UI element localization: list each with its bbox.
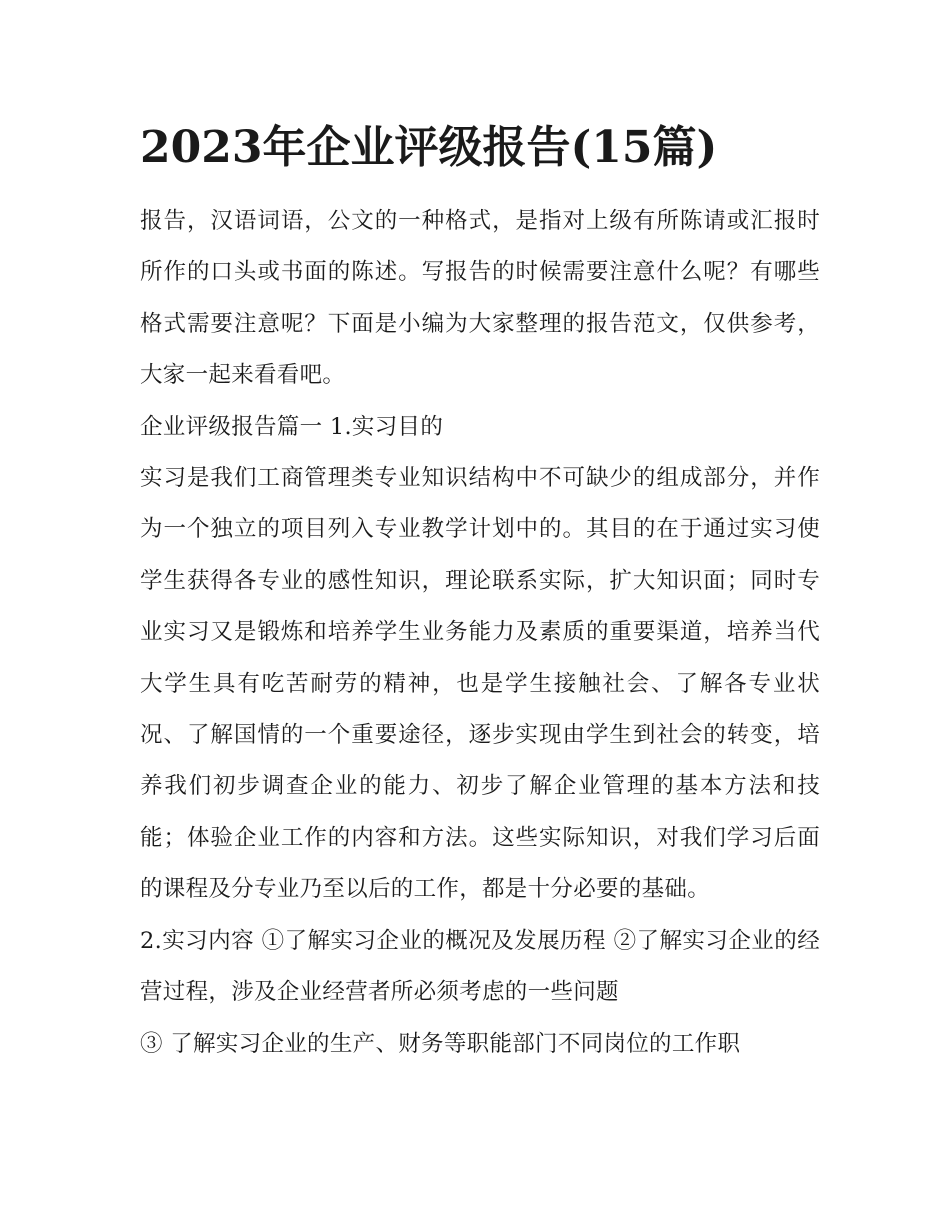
content-paragraph: 2.实习内容 ①了解实习企业的概况及发展历程 ②了解实习企业的经营过程，涉及企业经营者所必须考虑的一些问题 bbox=[140, 927, 820, 1006]
content-item-paragraph: ③ 了解实习企业的生产、财务等职能部门不同岗位的工作职 bbox=[140, 1030, 741, 1057]
page-title: 2023年企业评级报告(15篇) bbox=[140, 122, 718, 173]
intro-paragraph: 报告，汉语词语，公文的一种格式，是指对上级有所陈请或汇报时所作的口头或书面的陈述。写报告的时候需要注意什么呢？有哪些格式需要注意呢？下面是小编为大家整理的报告范文，仅供参考，大家一起来看看吧。 bbox=[140, 208, 820, 389]
purpose-paragraph: 实习是我们工商管理类专业知识结构中不可缺少的组成部分，并作为一个独立的项目列入专业教学计划中的。其目的在于通过实习使学生获得各专业的感性知识，理论联系实际，扩大知识面；同时专业实习又是锻炼和培养学生业务能力及素质的重要渠道，培养当代大学生具有吃苦耐劳的精神，也是学生接触社会、了解各专业状况、了解国情的一个重要途径，逐步实现由学生到社会的转变，培养我们初步调查企业的能力、初步了解企业管理的基本方法和技能；体验企业工作的内容和方法。这些实际知识，对我们学习后面的课程及分专业乃至以后的工作，都是十分必要的基础。 bbox=[140, 465, 820, 903]
section-heading: 企业评级报告篇一 1.实习目的 bbox=[140, 413, 444, 440]
document-body bbox=[140, 196, 820, 1070]
